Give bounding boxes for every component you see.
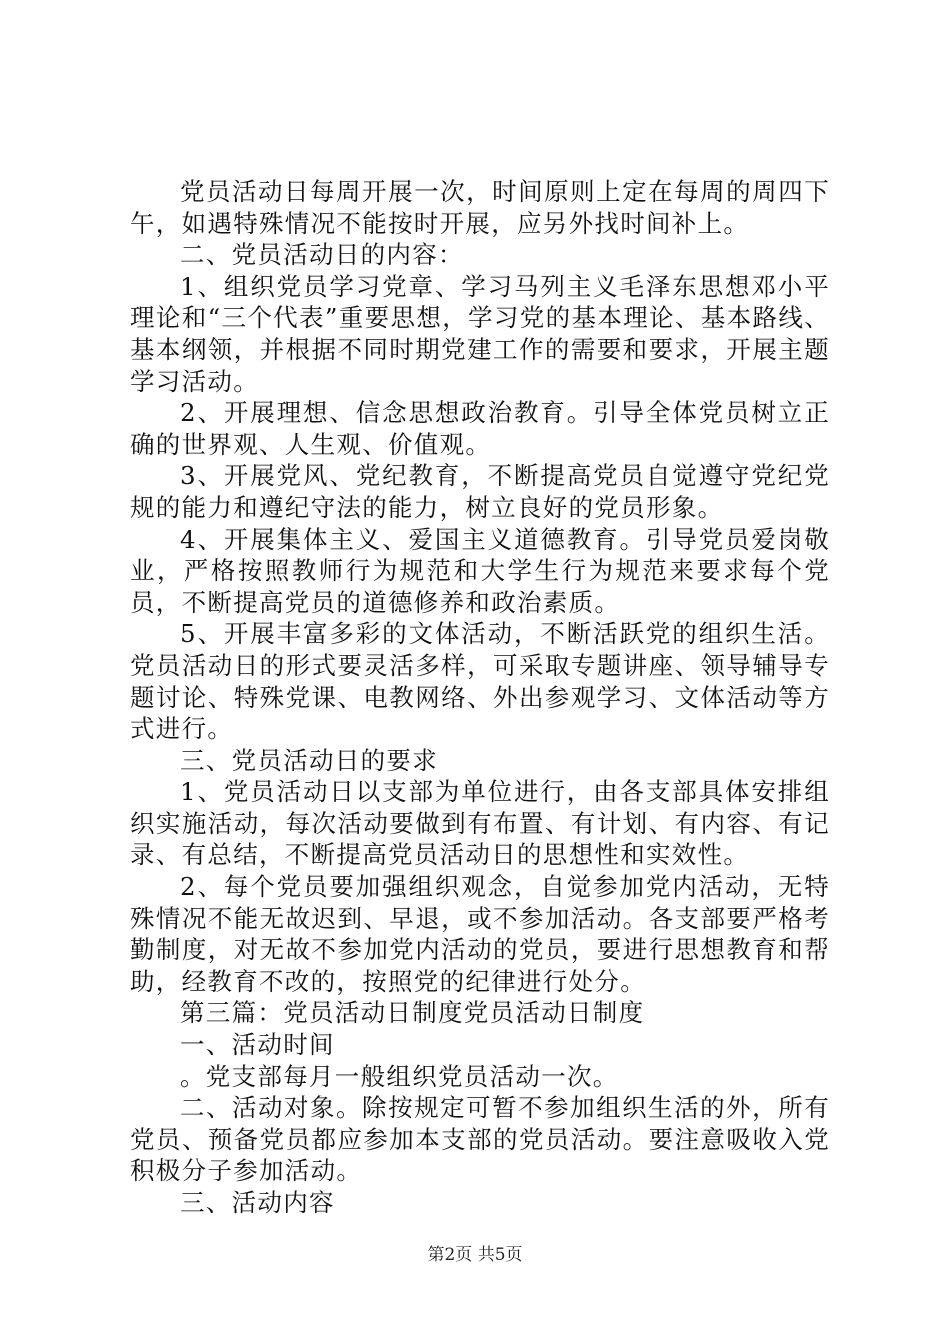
- paragraph: 3、开展党风、党纪教育，不断提高党员自觉遵守党纪党规的能力和遵纪守法的能力，树立良好的党员形象。: [130, 461, 830, 522]
- paragraph: 。党支部每月一般组织党员活动一次。: [180, 1061, 619, 1091]
- section-heading: 三、活动内容: [180, 1188, 335, 1217]
- paragraph: 4、开展集体主义、爱国主义道德教育。引导党员爱岗敬业，严格按照教师行为规范和大学生行为规范来要求每个党员，不断提高党员的道德修养和政治素质。: [130, 524, 830, 617]
- paragraph: 2、每个党员要加强组织观念，自觉参加党内活动，无特殊情况不能无故迟到、早退，或不参加活动。各支部要严格考勤制度，对无故不参加党内活动的党员，要进行思想教育和帮助，经教育不改的，按照党的纪律进行处分。: [130, 872, 830, 996]
- page-footer: [0, 1244, 950, 1266]
- paragraph: 二、活动对象。除按规定可暂不参加组织生活的外，所有党员、预备党员都应参加本支部的党员活动。要注意吸收入党积极分子参加活动。: [130, 1093, 830, 1186]
- paragraph: 党员活动日每周开展一次，时间原则上定在每周的周四下午，如遇特殊情况不能按时开展，应另外找时间补上。: [130, 177, 830, 238]
- section-heading: 二、党员活动日的内容：: [180, 240, 464, 270]
- paragraph: 2、开展理想、信念思想政治教育。引导全体党员树立正确的世界观、人生观、价值观。: [130, 398, 830, 459]
- chapter-heading: 第三篇：党员活动日制度党员活动日制度: [180, 998, 645, 1028]
- document-body: [130, 176, 830, 1219]
- section-heading: 三、党员活动日的要求: [180, 745, 438, 775]
- page-number: 第2页 共5页: [427, 1245, 523, 1265]
- paragraph: 5、开展丰富多彩的文体活动，不断活跃党的组织生活。党员活动日的形式要灵活多样，可采取专题讲座、领导辅导专题讨论、特殊党课、电教网络、外出参观学习、文体活动等方式进行。: [130, 619, 830, 744]
- paragraph: 1、党员活动日以支部为单位进行，由各支部具体安排组织实施活动，每次活动要做到有布置、有计划、有内容、有记录、有总结，不断提高党员活动日的思想性和实效性。: [130, 777, 830, 870]
- section-heading: 一、活动时间: [180, 1030, 335, 1060]
- paragraph: 1、组织党员学习党章、学习马列主义毛泽东思想邓小平理论和“三个代表”重要思想，学习党的基本理论、基本路线、基本纲领，并根据不同时期党建工作的需要和要求，开展主题学习活动。: [130, 271, 830, 396]
